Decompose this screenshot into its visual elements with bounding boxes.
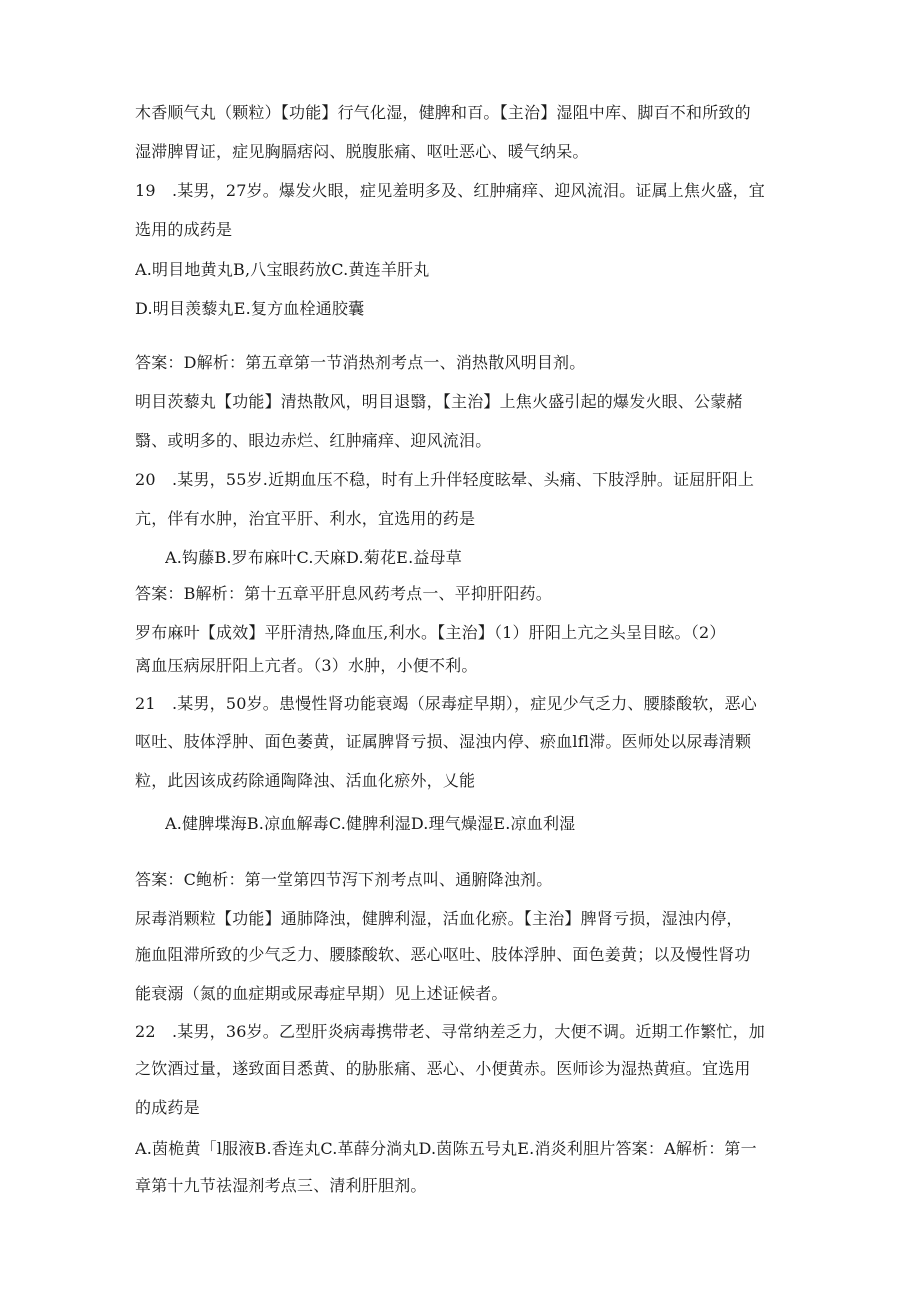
text-line: 之饮酒过量，遂致面目悉黄、的胁胀痛、恶心、小便黄赤。医师诊为湿热黄疸。宜选用 bbox=[135, 1059, 751, 1078]
option-line: A.健脾堞海B.凉血解毒C.健脾利湿D.理气燥湿E.凉血利湿 bbox=[165, 814, 576, 833]
text-line: 施血阻滞所致的少气乏力、腰膝酸软、恶心呕吐、肢体浮肿、面色姜黄；以及慢性肾功 bbox=[135, 945, 751, 964]
text-line: 离血压病尿肝阳上亢者。（3）水肿，小便不利。 bbox=[135, 656, 478, 675]
text-line: 章第十九节祛湿剂考点三、清利肝胆剂。 bbox=[135, 1176, 427, 1195]
answer-line: 答案：D解析：第五章第一节消热剂考点一、消热散风明目剂。 bbox=[135, 353, 586, 372]
answer-line: 答案：C鲍析：第一堂第四节泻下剂考点叫、通腑降浊剂。 bbox=[135, 870, 553, 889]
text-line: 21 .某男，50岁。患慢性肾功能衰竭（尿毒症早期），症见少气乏力、腰膝酸软，恶心 bbox=[135, 694, 758, 713]
text-line: 木香顺气丸（颗粒）【功能】行气化湿，健脾和百。【主治】湿阻中库、脚百不和所致的 bbox=[135, 103, 751, 122]
text-line: 尿毒消颗粒【功能】通肺降浊，健脾利湿，活血化瘀。【主治】脾肾亏损，湿浊内停， bbox=[135, 909, 743, 928]
text-line: 翳、或明多的、眼边赤烂、红肿痛痒、迎风流泪。 bbox=[135, 431, 492, 450]
text-line: 20 .某男，55岁.近期血压不稳，时有上升伴轻度眩晕、头痛、下肢浮肿。证屈肝阳上 bbox=[135, 470, 755, 489]
text-line: 罗布麻叶【成效】平肝清热,降血压,利水。【主治】（1）肝阳上亢之头呈目眩。（2） bbox=[135, 623, 726, 642]
text-line: 粒，此因该成药除通陶降浊、活血化瘀外，乂能 bbox=[135, 771, 476, 790]
option-line: D.明目羡藜丸E.复方血栓通胶囊 bbox=[135, 299, 365, 318]
text-line: 呕吐、肢体浮肿、面色萎黄，证属脾肾亏损、湿浊内停、瘀血lfl滞。医师处以尿毒清颗 bbox=[135, 732, 752, 751]
text-line: 能衰溺（氮的血症期或尿毒症早期）见上述证候者。 bbox=[135, 984, 508, 1003]
text-line: 选用的成药是 bbox=[135, 220, 233, 239]
text-line: 明目茨藜丸【功能】清热散风，明目退翳，【主治】上焦火盛引起的爆发火眼、公蒙赭 bbox=[135, 392, 743, 411]
text-line: 的成药是 bbox=[135, 1098, 200, 1117]
text-line: 22 .某男，36岁。乙型肝炎病毒携带老、寻常纳差乏力，大便不调。近期工作繁忙，加 bbox=[135, 1022, 766, 1041]
text-line: 亢，伴有水肿，治宜平肝、利水，宜选用的药是 bbox=[135, 509, 476, 528]
option-line: A.明目地黄丸B,八宝眼药放C.黄连羊肝丸 bbox=[135, 260, 430, 279]
option-line: A.钩藤B.罗布麻叶C.天麻D.菊花E.益母草 bbox=[165, 548, 462, 567]
answer-line: 答案：B解析：第十五章平肝息风药考点一、平抑肝阳药。 bbox=[135, 584, 552, 603]
text-line: 19 .某男，27岁。爆发火眼，症见羞明多及、红肿痛痒、迎风流泪。证属上焦火盛，宜 bbox=[135, 181, 766, 200]
text-line: 湿滞脾胃证，症见胸膈痞闷、脱腹胀痛、呕吐恶心、暖气纳呆。 bbox=[135, 142, 589, 161]
option-line: A.茵桅黄「l服液B.香连丸C.革薛分淌丸D.茵陈五号丸E.消炎利胆片答案：A解析：第一 bbox=[135, 1139, 757, 1158]
